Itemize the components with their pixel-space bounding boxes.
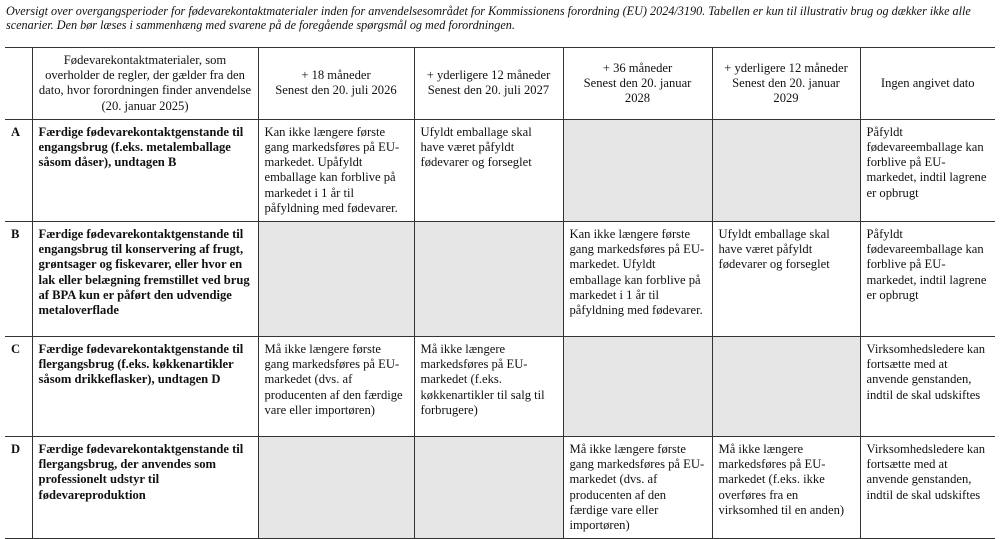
empty-cell xyxy=(563,337,712,437)
table-cell: Påfyldt fødevareemballage kan forblive på EU-markedet, indtil lagrene er opbrugt xyxy=(860,222,995,337)
header-letter xyxy=(5,48,32,120)
header-no-date: Ingen angivet dato xyxy=(860,48,995,120)
table-cell: Virksomhedsledere kan fortsætte med at anvende genstanden, indtil de skal udskiftes xyxy=(860,337,995,437)
table-row xyxy=(5,437,995,539)
row-letter: D xyxy=(11,442,21,457)
header-18-months: + 18 måneder Senest den 20. juli 2026 xyxy=(258,48,414,120)
header-row xyxy=(5,48,995,120)
header-description: Fødevarekontaktmaterialer, som overholder de regler, der gælder fra den dato, hvor forordningen finder anvendelse (20. januar 2025) xyxy=(32,48,258,120)
table-cell: Påfyldt fødevareemballage kan forblive på EU-markedet, indtil lagrene er opbrugt xyxy=(860,119,995,221)
row-description: Færdige fødevarekontaktgenstande til flergangsbrug, der anvendes som professionelt udstyr til fødevareproduktion xyxy=(32,437,258,539)
table-cell: Virksomhedsledere kan fortsætte med at anvende genstanden, indtil de skal udskiftes xyxy=(860,437,995,539)
row-letter: B xyxy=(11,227,20,242)
row-letter: C xyxy=(11,342,21,357)
row-description: Færdige fødevarekontaktgenstande til engangsbrug til konservering af frugt, grøntsager og fiskevarer, eller hvor en lak eller belægning fremstillet ved brug af BPA kun er påført den udvendige metaloverflade xyxy=(32,222,258,337)
header-plus-12-months-2: + yderligere 12 måneder Senest den 20. januar 2029 xyxy=(712,48,860,120)
table-row xyxy=(5,222,995,337)
table-row xyxy=(5,337,995,437)
header-36-months: + 36 måneder Senest den 20. januar 2028 xyxy=(563,48,712,120)
table-cell: Må ikke længere første gang markedsføres på EU-markedet (dvs. af producenten af den færdige vare eller importøren) xyxy=(258,337,414,437)
empty-cell xyxy=(414,437,563,539)
row-letter: A xyxy=(11,124,21,139)
empty-cell xyxy=(563,119,712,221)
empty-cell xyxy=(258,437,414,539)
table-cell: Må ikke længere første gang markedsføres på EU-markedet (dvs. af producenten af den færdige vare eller importøren) xyxy=(563,437,712,539)
table-cell: Må ikke længere markedsføres på EU-markedet (f.eks. ikke overføres fra en virksomhed til en anden) xyxy=(712,437,860,539)
empty-cell xyxy=(258,222,414,337)
transition-table xyxy=(5,47,995,539)
table-cell: Kan ikke længere første gang markedsføres på EU-markedet. Upåfyldt emballage kan forblive på markedet i 1 år til påfyldning med fødevarer. xyxy=(258,119,414,221)
table-cell: Kan ikke længere første gang markedsføres på EU-markedet. Ufyldt emballage kan forblive på markedet i 1 år til påfyldning med fødevarer. xyxy=(563,222,712,337)
row-description: Færdige fødevarekontaktgenstande til flergangsbrug (f.eks. køkkenartikler såsom drikkeflasker), undtagen D xyxy=(32,337,258,437)
table-cell: Ufyldt emballage skal have været påfyldt fødevarer og forseglet xyxy=(712,222,860,337)
table-cell: Ufyldt emballage skal have været påfyldt fødevarer og forseglet xyxy=(414,119,563,221)
empty-cell xyxy=(712,119,860,221)
empty-cell xyxy=(712,337,860,437)
row-description: Færdige fødevarekontaktgenstande til engangsbrug (f.eks. metalemballage såsom dåser), undtagen B xyxy=(32,119,258,221)
header-plus-12-months: + yderligere 12 måneder Senest den 20. juli 2027 xyxy=(414,48,563,120)
empty-cell xyxy=(414,222,563,337)
table-cell: Må ikke længere markedsføres på EU-markedet (f.eks. køkkenartikler til salg til forbrugere) xyxy=(414,337,563,437)
table-caption: Oversigt over overgangsperioder for fødevarekontaktmaterialer inden for anvendelsesområdet for Kommissionens forordning (EU) 2024/3190. Tabellen er kun til illustrativ brug og dækker ikke alle scenarier. Den bør læses i sammenhæng med svarene på de foregående spørgsmål og med forordningen. xyxy=(6,4,971,32)
table-row xyxy=(5,119,995,221)
